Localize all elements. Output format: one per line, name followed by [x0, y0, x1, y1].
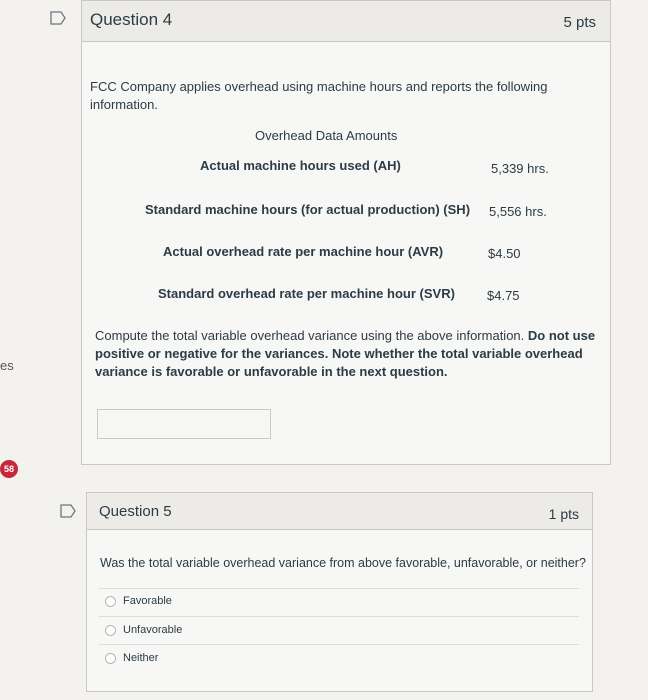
- radio-button[interactable]: [105, 625, 116, 636]
- row-value-avr: $4.50: [488, 246, 521, 261]
- question-5-points: 1 pts: [548, 506, 579, 522]
- row-value-sh: 5,556 hrs.: [489, 204, 547, 219]
- row-label-avr: Actual overhead rate per machine hour (AVR): [163, 244, 444, 259]
- option-label: Unfavorable: [123, 624, 183, 636]
- notification-badge: 58: [0, 460, 18, 478]
- intro-line-1: FCC Company applies overhead using machine hours and reports the following: [90, 79, 548, 94]
- flag-question-icon[interactable]: [50, 11, 66, 25]
- intro-line-2: information.: [90, 97, 158, 112]
- question-5-title: Question 5: [99, 503, 172, 520]
- question-4-intro: [90, 78, 590, 114]
- option-unfavorable[interactable]: [105, 620, 182, 640]
- radio-button[interactable]: [105, 653, 116, 664]
- answer-separator: [99, 616, 579, 617]
- question-4-points: 5 pts: [563, 14, 596, 31]
- question-4-title: Question 4: [90, 10, 173, 29]
- option-favorable[interactable]: [105, 591, 172, 611]
- option-label: Favorable: [123, 595, 172, 607]
- radio-button[interactable]: [105, 596, 116, 607]
- answer-separator: [99, 588, 579, 589]
- question-4-header: [82, 1, 610, 42]
- table-heading: Overhead Data Amounts: [255, 128, 398, 143]
- row-value-svr: $4.75: [487, 288, 520, 303]
- instruction-line-1: Compute the total variable overhead variance using the above information. Do not use: [95, 328, 596, 343]
- answer-input[interactable]: [97, 409, 271, 439]
- instruction-line-3: variance is favorable or unfavorable in the next question.: [95, 364, 448, 379]
- row-label-sh: Standard machine hours (for actual production) (SH): [145, 202, 471, 217]
- question-5-prompt: Was the total variable overhead variance from above favorable, unfavorable, or neither?: [100, 556, 586, 570]
- sidebar-partial-label[interactable]: es: [0, 358, 14, 373]
- answer-separator: [99, 644, 579, 645]
- flag-question-icon[interactable]: [60, 504, 76, 518]
- option-neither[interactable]: [105, 648, 158, 668]
- question-5-card: [86, 492, 593, 692]
- question-5-header: [87, 493, 592, 530]
- row-value-ah: 5,339 hrs.: [491, 161, 549, 176]
- question-4-instructions: [95, 327, 600, 381]
- instruction-line-2: positive or negative for the variances. Note whether the total variable overhead: [95, 346, 583, 361]
- option-label: Neither: [123, 652, 159, 664]
- row-label-ah: Actual machine hours used (AH): [200, 158, 401, 173]
- row-label-svr: Standard overhead rate per machine hour (SVR): [158, 286, 455, 301]
- question-4-card: [81, 0, 611, 465]
